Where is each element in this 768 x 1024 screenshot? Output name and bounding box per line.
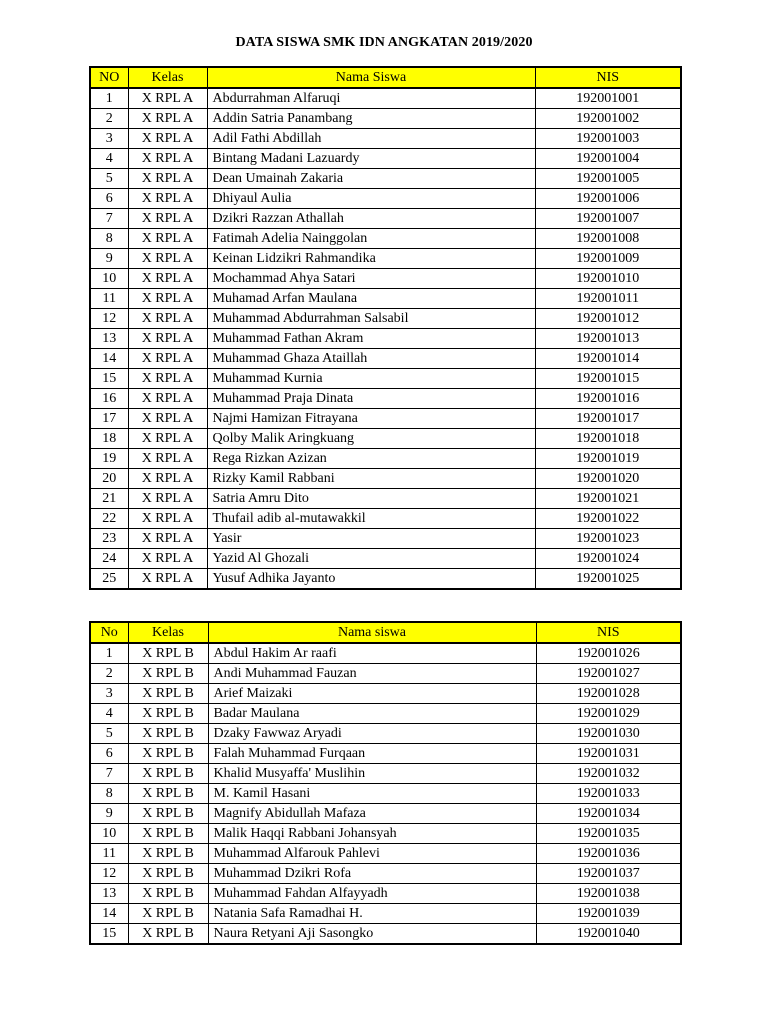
header-no: NO	[90, 67, 128, 88]
cell-no: 3	[90, 684, 128, 704]
cell-nama-siswa: Abdul Hakim Ar raafi	[208, 643, 536, 664]
cell-no: 23	[90, 529, 128, 549]
cell-nama-siswa: Muhammad Fahdan Alfayyadh	[208, 884, 536, 904]
cell-kelas: X RPL A	[128, 88, 207, 109]
cell-no: 1	[90, 643, 128, 664]
cell-no: 8	[90, 784, 128, 804]
cell-nama-siswa: Khalid Musyaffa' Muslihin	[208, 764, 536, 784]
cell-nama-siswa: Arief Maizaki	[208, 684, 536, 704]
cell-nis: 192001008	[535, 229, 681, 249]
cell-nis: 192001038	[536, 884, 681, 904]
cell-no: 12	[90, 864, 128, 884]
cell-no: 15	[90, 369, 128, 389]
cell-nama-siswa: Qolby Malik Aringkuang	[207, 429, 535, 449]
cell-kelas: X RPL A	[128, 129, 207, 149]
table-row	[90, 229, 681, 249]
cell-kelas: X RPL A	[128, 369, 207, 389]
cell-kelas: X RPL B	[128, 764, 208, 784]
cell-kelas: X RPL A	[128, 109, 207, 129]
cell-no: 6	[90, 744, 128, 764]
cell-nama-siswa: Bintang Madani Lazuardy	[207, 149, 535, 169]
cell-no: 7	[90, 209, 128, 229]
cell-nama-siswa: Najmi Hamizan Fitrayana	[207, 409, 535, 429]
table-row	[90, 389, 681, 409]
cell-no: 10	[90, 824, 128, 844]
table-row	[90, 844, 681, 864]
cell-nis: 192001032	[536, 764, 681, 784]
cell-nama-siswa: Yusuf Adhika Jayanto	[207, 569, 535, 590]
cell-no: 12	[90, 309, 128, 329]
cell-nis: 192001027	[536, 664, 681, 684]
cell-nama-siswa: Andi Muhammad Fauzan	[208, 664, 536, 684]
cell-nis: 192001021	[535, 489, 681, 509]
cell-nama-siswa: M. Kamil Hasani	[208, 784, 536, 804]
cell-kelas: X RPL A	[128, 389, 207, 409]
student-table-rpl-b	[89, 621, 682, 945]
cell-nama-siswa: Adil Fathi Abdillah	[207, 129, 535, 149]
cell-no: 24	[90, 549, 128, 569]
cell-nis: 192001034	[536, 804, 681, 824]
table-row	[90, 704, 681, 724]
cell-nis: 192001010	[535, 269, 681, 289]
table-row	[90, 804, 681, 824]
cell-kelas: X RPL B	[128, 824, 208, 844]
cell-kelas: X RPL A	[128, 529, 207, 549]
cell-kelas: X RPL B	[128, 724, 208, 744]
table-row	[90, 664, 681, 684]
table-row	[90, 529, 681, 549]
cell-nama-siswa: Rega Rizkan Azizan	[207, 449, 535, 469]
cell-kelas: X RPL A	[128, 449, 207, 469]
cell-nis: 192001033	[536, 784, 681, 804]
cell-kelas: X RPL A	[128, 469, 207, 489]
table-row	[90, 189, 681, 209]
cell-nis: 192001018	[535, 429, 681, 449]
cell-nis: 192001005	[535, 169, 681, 189]
cell-nis: 192001036	[536, 844, 681, 864]
cell-kelas: X RPL A	[128, 309, 207, 329]
table-row	[90, 904, 681, 924]
table-row	[90, 824, 681, 844]
cell-kelas: X RPL A	[128, 269, 207, 289]
cell-nis: 192001040	[536, 924, 681, 945]
cell-no: 13	[90, 329, 128, 349]
cell-kelas: X RPL A	[128, 429, 207, 449]
cell-kelas: X RPL A	[128, 409, 207, 429]
table-row	[90, 349, 681, 369]
cell-no: 2	[90, 664, 128, 684]
cell-no: 11	[90, 289, 128, 309]
cell-no: 7	[90, 764, 128, 784]
cell-nama-siswa: Muhammad Praja Dinata	[207, 389, 535, 409]
cell-nis: 192001003	[535, 129, 681, 149]
table-row	[90, 369, 681, 389]
cell-nama-siswa: Satria Amru Dito	[207, 489, 535, 509]
cell-no: 14	[90, 349, 128, 369]
cell-kelas: X RPL B	[128, 684, 208, 704]
cell-no: 10	[90, 269, 128, 289]
table-row	[90, 884, 681, 904]
cell-no: 15	[90, 924, 128, 945]
table-row	[90, 309, 681, 329]
cell-nis: 192001026	[536, 643, 681, 664]
cell-kelas: X RPL B	[128, 744, 208, 764]
cell-nis: 192001019	[535, 449, 681, 469]
cell-nama-siswa: Mochammad Ahya Satari	[207, 269, 535, 289]
cell-nama-siswa: Addin Satria Panambang	[207, 109, 535, 129]
cell-nis: 192001030	[536, 724, 681, 744]
cell-nama-siswa: Muhammad Dzikri Rofa	[208, 864, 536, 884]
table-row	[90, 489, 681, 509]
cell-no: 14	[90, 904, 128, 924]
cell-nis: 192001013	[535, 329, 681, 349]
cell-nama-siswa: Malik Haqqi Rabbani Johansyah	[208, 824, 536, 844]
cell-kelas: X RPL A	[128, 509, 207, 529]
cell-nama-siswa: Muhammad Alfarouk Pahlevi	[208, 844, 536, 864]
cell-no: 17	[90, 409, 128, 429]
cell-nama-siswa: Muhammad Fathan Akram	[207, 329, 535, 349]
table-row	[90, 569, 681, 590]
cell-kelas: X RPL A	[128, 569, 207, 590]
page-title: DATA SISWA SMK IDN ANGKATAN 2019/2020	[235, 35, 533, 50]
table-row	[90, 269, 681, 289]
cell-nis: 192001011	[535, 289, 681, 309]
header-kelas: Kelas	[128, 622, 208, 643]
cell-nis: 192001022	[535, 509, 681, 529]
table-row	[90, 289, 681, 309]
table-row	[90, 469, 681, 489]
cell-no: 16	[90, 389, 128, 409]
cell-kelas: X RPL B	[128, 664, 208, 684]
cell-nis: 192001029	[536, 704, 681, 724]
student-table-rpl-a	[89, 66, 682, 590]
cell-no: 11	[90, 844, 128, 864]
cell-nis: 192001037	[536, 864, 681, 884]
table-row	[90, 549, 681, 569]
cell-nis: 192001025	[535, 569, 681, 590]
cell-kelas: X RPL A	[128, 289, 207, 309]
cell-nama-siswa: Dean Umainah Zakaria	[207, 169, 535, 189]
cell-nama-siswa: Muhammad Ghaza Ataillah	[207, 349, 535, 369]
cell-kelas: X RPL A	[128, 489, 207, 509]
cell-nama-siswa: Magnify Abidullah Mafaza	[208, 804, 536, 824]
cell-nama-siswa: Rizky Kamil Rabbani	[207, 469, 535, 489]
table-row	[90, 744, 681, 764]
cell-no: 9	[90, 249, 128, 269]
cell-nama-siswa: Muhammad Kurnia	[207, 369, 535, 389]
cell-nama-siswa: Abdurrahman Alfaruqi	[207, 88, 535, 109]
header-no: No	[90, 622, 128, 643]
cell-nama-siswa: Dzikri Razzan Athallah	[207, 209, 535, 229]
table-row	[90, 329, 681, 349]
header-nis: NIS	[536, 622, 681, 643]
cell-kelas: X RPL B	[128, 844, 208, 864]
cell-no: 20	[90, 469, 128, 489]
table-row	[90, 409, 681, 429]
cell-nama-siswa: Falah Muhammad Furqaan	[208, 744, 536, 764]
cell-kelas: X RPL B	[128, 704, 208, 724]
table-row	[90, 429, 681, 449]
cell-no: 5	[90, 169, 128, 189]
cell-nis: 192001017	[535, 409, 681, 429]
cell-nis: 192001024	[535, 549, 681, 569]
cell-nama-siswa: Dzaky Fawwaz Aryadi	[208, 724, 536, 744]
cell-nama-siswa: Yasir	[207, 529, 535, 549]
cell-no: 4	[90, 704, 128, 724]
table-row	[90, 509, 681, 529]
table-header-row	[90, 622, 681, 643]
cell-kelas: X RPL B	[128, 864, 208, 884]
cell-nis: 192001001	[535, 88, 681, 109]
table-row	[90, 924, 681, 945]
header-nis: NIS	[535, 67, 681, 88]
cell-nis: 192001007	[535, 209, 681, 229]
cell-no: 4	[90, 149, 128, 169]
cell-nama-siswa: Badar Maulana	[208, 704, 536, 724]
cell-nis: 192001028	[536, 684, 681, 704]
cell-nis: 192001031	[536, 744, 681, 764]
header-nama-siswa: Nama siswa	[208, 622, 536, 643]
table-row	[90, 784, 681, 804]
cell-nis: 192001002	[535, 109, 681, 129]
cell-no: 9	[90, 804, 128, 824]
cell-no: 18	[90, 429, 128, 449]
cell-kelas: X RPL A	[128, 349, 207, 369]
cell-no: 25	[90, 569, 128, 590]
cell-no: 8	[90, 229, 128, 249]
table-row	[90, 109, 681, 129]
table-row	[90, 684, 681, 704]
cell-nama-siswa: Muhammad Abdurrahman Salsabil	[207, 309, 535, 329]
cell-nis: 192001035	[536, 824, 681, 844]
table-row	[90, 724, 681, 744]
cell-nis: 192001015	[535, 369, 681, 389]
cell-nis: 192001012	[535, 309, 681, 329]
cell-nis: 192001006	[535, 189, 681, 209]
cell-nama-siswa: Natania Safa Ramadhai H.	[208, 904, 536, 924]
header-kelas: Kelas	[128, 67, 207, 88]
table-row	[90, 88, 681, 109]
cell-no: 19	[90, 449, 128, 469]
cell-kelas: X RPL B	[128, 904, 208, 924]
cell-kelas: X RPL A	[128, 329, 207, 349]
cell-no: 5	[90, 724, 128, 744]
table-header-row	[90, 67, 681, 88]
cell-kelas: X RPL A	[128, 229, 207, 249]
cell-nama-siswa: Yazid Al Ghozali	[207, 549, 535, 569]
cell-nis: 192001004	[535, 149, 681, 169]
table-row	[90, 764, 681, 784]
cell-no: 3	[90, 129, 128, 149]
cell-no: 22	[90, 509, 128, 529]
table-row	[90, 209, 681, 229]
cell-nama-siswa: Naura Retyani Aji Sasongko	[208, 924, 536, 945]
table-row	[90, 864, 681, 884]
table-row	[90, 169, 681, 189]
table-row	[90, 249, 681, 269]
header-nama-siswa: Nama Siswa	[207, 67, 535, 88]
cell-kelas: X RPL B	[128, 804, 208, 824]
cell-nis: 192001016	[535, 389, 681, 409]
table-row	[90, 449, 681, 469]
cell-no: 13	[90, 884, 128, 904]
cell-no: 21	[90, 489, 128, 509]
cell-nis: 192001009	[535, 249, 681, 269]
cell-no: 2	[90, 109, 128, 129]
cell-kelas: X RPL B	[128, 643, 208, 664]
cell-kelas: X RPL A	[128, 149, 207, 169]
cell-nama-siswa: Fatimah Adelia Nainggolan	[207, 229, 535, 249]
table-row	[90, 643, 681, 664]
cell-nama-siswa: Keinan Lidzikri Rahmandika	[207, 249, 535, 269]
cell-nis: 192001020	[535, 469, 681, 489]
cell-kelas: X RPL A	[128, 549, 207, 569]
cell-no: 6	[90, 189, 128, 209]
cell-nis: 192001014	[535, 349, 681, 369]
cell-nis: 192001039	[536, 904, 681, 924]
table-row	[90, 129, 681, 149]
cell-kelas: X RPL A	[128, 169, 207, 189]
cell-nama-siswa: Muhamad Arfan Maulana	[207, 289, 535, 309]
cell-nis: 192001023	[535, 529, 681, 549]
cell-nama-siswa: Thufail adib al-mutawakkil	[207, 509, 535, 529]
cell-kelas: X RPL B	[128, 784, 208, 804]
cell-kelas: X RPL B	[128, 924, 208, 945]
cell-kelas: X RPL A	[128, 249, 207, 269]
table-row	[90, 149, 681, 169]
cell-no: 1	[90, 88, 128, 109]
cell-kelas: X RPL A	[128, 189, 207, 209]
cell-nama-siswa: Dhiyaul Aulia	[207, 189, 535, 209]
cell-kelas: X RPL B	[128, 884, 208, 904]
cell-kelas: X RPL A	[128, 209, 207, 229]
